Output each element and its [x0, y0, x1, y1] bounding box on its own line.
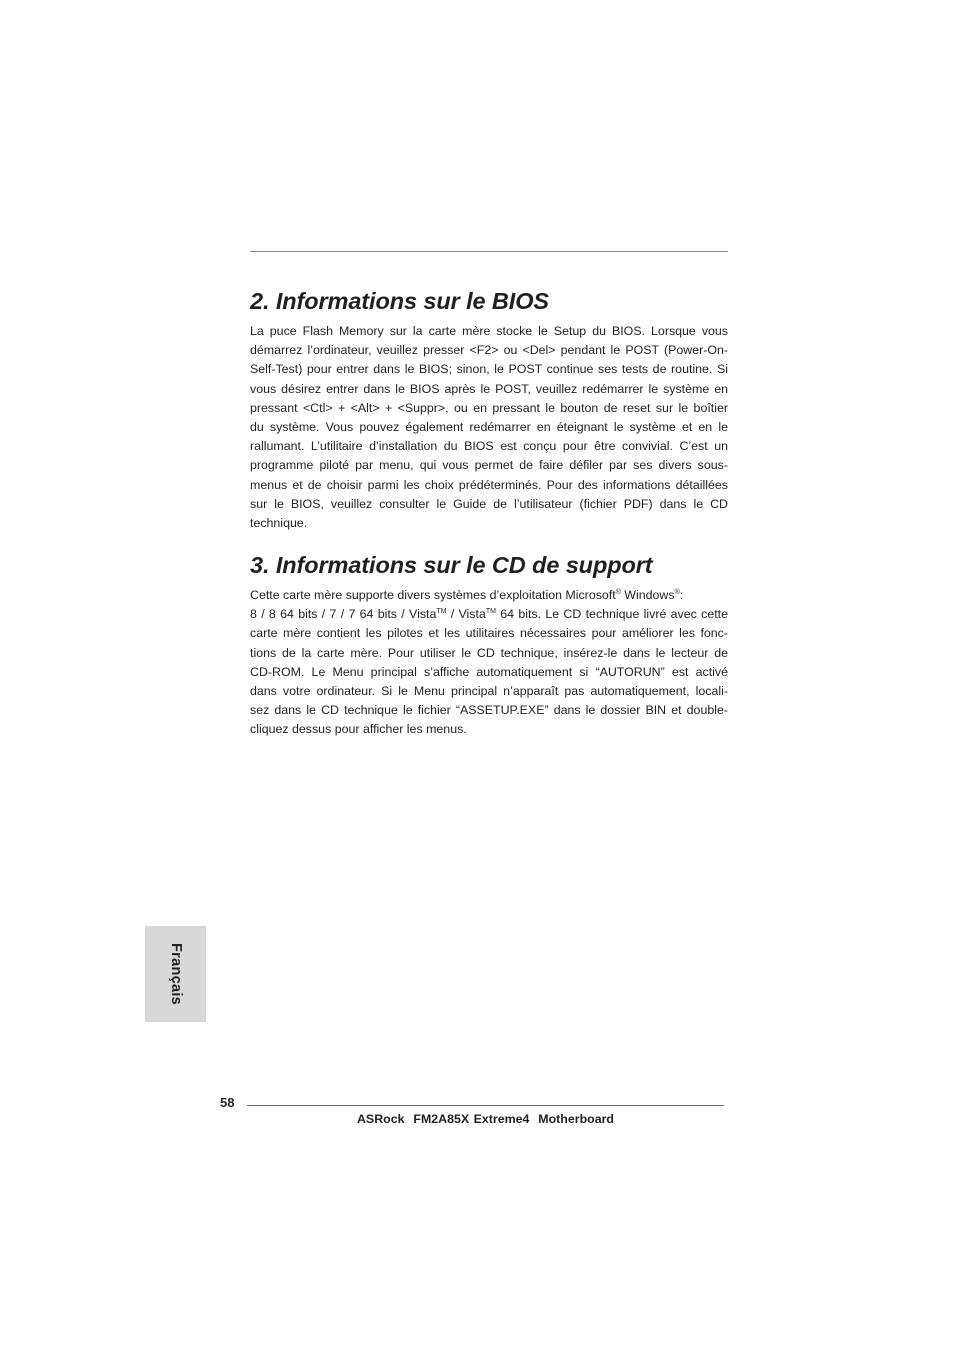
- section-support-cd-information: [250, 548, 728, 740]
- paragraph-line: pressant <Ctl> + <Alt> + <Suppr>, ou en pressant le bouton de reset sur le boîtier: [250, 400, 728, 415]
- registered-mark: ®: [615, 589, 621, 596]
- paragraph-line: [250, 586, 728, 605]
- section-heading-support-cd: 3. Informations sur le CD de support: [250, 552, 653, 578]
- paragraph-line: La puce Flash Memory sur la carte mère stocke le Setup du BIOS. Lorsque vous: [250, 324, 728, 338]
- paragraph-line: CD-ROM. Le Menu principal s’affiche automatiquement si “AUTORUN” est activé: [250, 664, 728, 679]
- text-run: Cette carte mère supporte divers systèmes d’exploitation Microsoft: [250, 588, 616, 602]
- paragraph-line: [250, 605, 728, 624]
- paragraph-line: sez dans le CD technique le fichier “ASSETUP.EXE” dans le dossier BIN et double-: [250, 703, 728, 718]
- language-side-tab: [145, 926, 206, 1022]
- text-run: 64 bits. Le CD technique livré avec cette: [495, 607, 728, 622]
- header-divider: [250, 251, 728, 252]
- paragraph-line: dans votre ordinateur. Si le Menu principal n’apparaît pas automatiquement, locali-: [250, 684, 728, 699]
- text-run: / Vista: [446, 607, 486, 622]
- text-run: Windows: [620, 588, 675, 602]
- paragraph-line: menus et de choisir parmi les choix prédéterminés. Pour des informations détaillées: [250, 477, 728, 492]
- bios-paragraph: [250, 322, 728, 533]
- paragraph-line: programme piloté par menu, qui vous permet de faire défiler par ses divers sous-: [250, 458, 728, 473]
- text-run: :: [679, 588, 684, 602]
- paragraph-line: Self-Test) pour entrer dans le BIOS; sinon, le POST continue ses tests de routine. Si: [250, 362, 728, 377]
- paragraph-line: tions de la carte mère. Pour utiliser le CD technique, insérez-le dans le lecteur de: [250, 645, 728, 660]
- paragraph-line: technique.: [250, 516, 308, 531]
- footer-product-title: ASRock FM2A85X Extreme4 Motherboard: [356, 1112, 614, 1126]
- registered-mark: ®: [674, 589, 680, 596]
- support-cd-paragraph: [250, 586, 728, 740]
- section-bios-information: [250, 284, 728, 533]
- language-tab-label: Français: [167, 942, 184, 1006]
- paragraph-line: du système. Vous pouvez également redémarrer en éteignant le système et en le: [250, 420, 728, 435]
- paragraph-line: cliquez dessus pour afficher les menus.: [250, 722, 467, 737]
- paragraph-line: rallumant. L’utilitaire d’installation du BIOS est conçu pour être convivial. C’est un: [250, 439, 728, 454]
- section-heading-bios: 2. Informations sur le BIOS: [250, 288, 549, 314]
- paragraph-line: vous désirez entrer dans le BIOS après le POST, veuillez redémarrer le système en: [250, 381, 728, 396]
- paragraph-line: démarrez l’ordinateur, veuillez presser <F2> ou <Del> pendant le POST (Power-On-: [250, 343, 728, 358]
- text-run: 8 / 8 64 bits / 7 / 7 64 bits / Vista: [250, 607, 437, 622]
- paragraph-line: sur le BIOS, veuillez consulter le Guide de l’utilisateur (fichier PDF) dans le CD: [250, 496, 728, 511]
- trademark-mark: TM: [436, 608, 447, 616]
- footer-divider: [247, 1105, 724, 1106]
- page-number: 58: [220, 1095, 235, 1110]
- paragraph-line: carte mère contient les pilotes et les utilitaires nécessaires pour améliorer les fonc-: [250, 626, 728, 641]
- trademark-mark: TM: [485, 608, 496, 616]
